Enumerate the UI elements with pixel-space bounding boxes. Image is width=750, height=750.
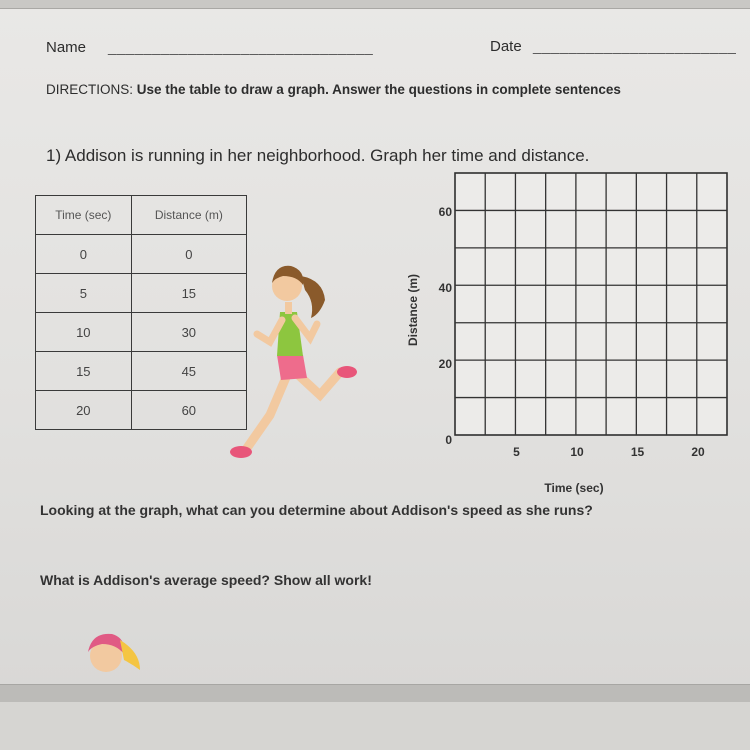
question-3: What is Addison's average speed? Show all work! [40, 572, 372, 588]
date-line: _______________________ [533, 38, 737, 55]
table-cell: 45 [131, 352, 246, 391]
y-axis-label: Distance (m) [406, 273, 420, 347]
x-tick-label: 20 [691, 445, 705, 459]
y-tick-label: 40 [438, 281, 452, 295]
small-girl-hair [120, 640, 140, 670]
table-cell: 5 [36, 274, 132, 313]
footer-area [0, 702, 750, 750]
table-cell: 30 [131, 313, 246, 352]
y-tick-label: 60 [438, 205, 452, 219]
y-tick-label: 0 [445, 433, 452, 447]
table-cell: 15 [36, 352, 132, 391]
question-1: 1) Addison is running in her neighborhood. Graph her time and distance. [46, 146, 590, 165]
date-label: Date [490, 38, 522, 55]
table-header-time: Time (sec) [36, 196, 132, 235]
table-cell: 20 [36, 391, 132, 430]
x-tick-label: 10 [570, 445, 584, 459]
question-2: Looking at the graph, what can you determine about Addison's speed as she runs? [40, 502, 593, 518]
table-cell: 0 [131, 235, 246, 274]
table-cell: 15 [131, 274, 246, 313]
x-tick-labels [513, 445, 705, 459]
table-cell: 60 [131, 391, 246, 430]
x-axis-label: Time (sec) [544, 481, 604, 495]
y-tick-label: 20 [438, 357, 452, 371]
x-tick-label: 5 [513, 445, 520, 459]
directions-text: Use the table to draw a graph. Answer the questions in complete sentences [136, 82, 621, 97]
table-header-distance: Distance (m) [131, 196, 246, 235]
y-tick-labels [439, 205, 453, 447]
name-line: ______________________________ [108, 39, 374, 56]
bottom-toolbar [0, 684, 750, 703]
graph-frame [455, 173, 727, 435]
small-girl-illustration [80, 626, 144, 682]
table-cell: 0 [36, 235, 132, 274]
table-cell: 10 [36, 313, 132, 352]
directions-prefix: DIRECTIONS: [46, 82, 134, 97]
name-label: Name [46, 39, 87, 56]
x-tick-label: 15 [630, 445, 645, 459]
graph-grid [455, 173, 727, 435]
